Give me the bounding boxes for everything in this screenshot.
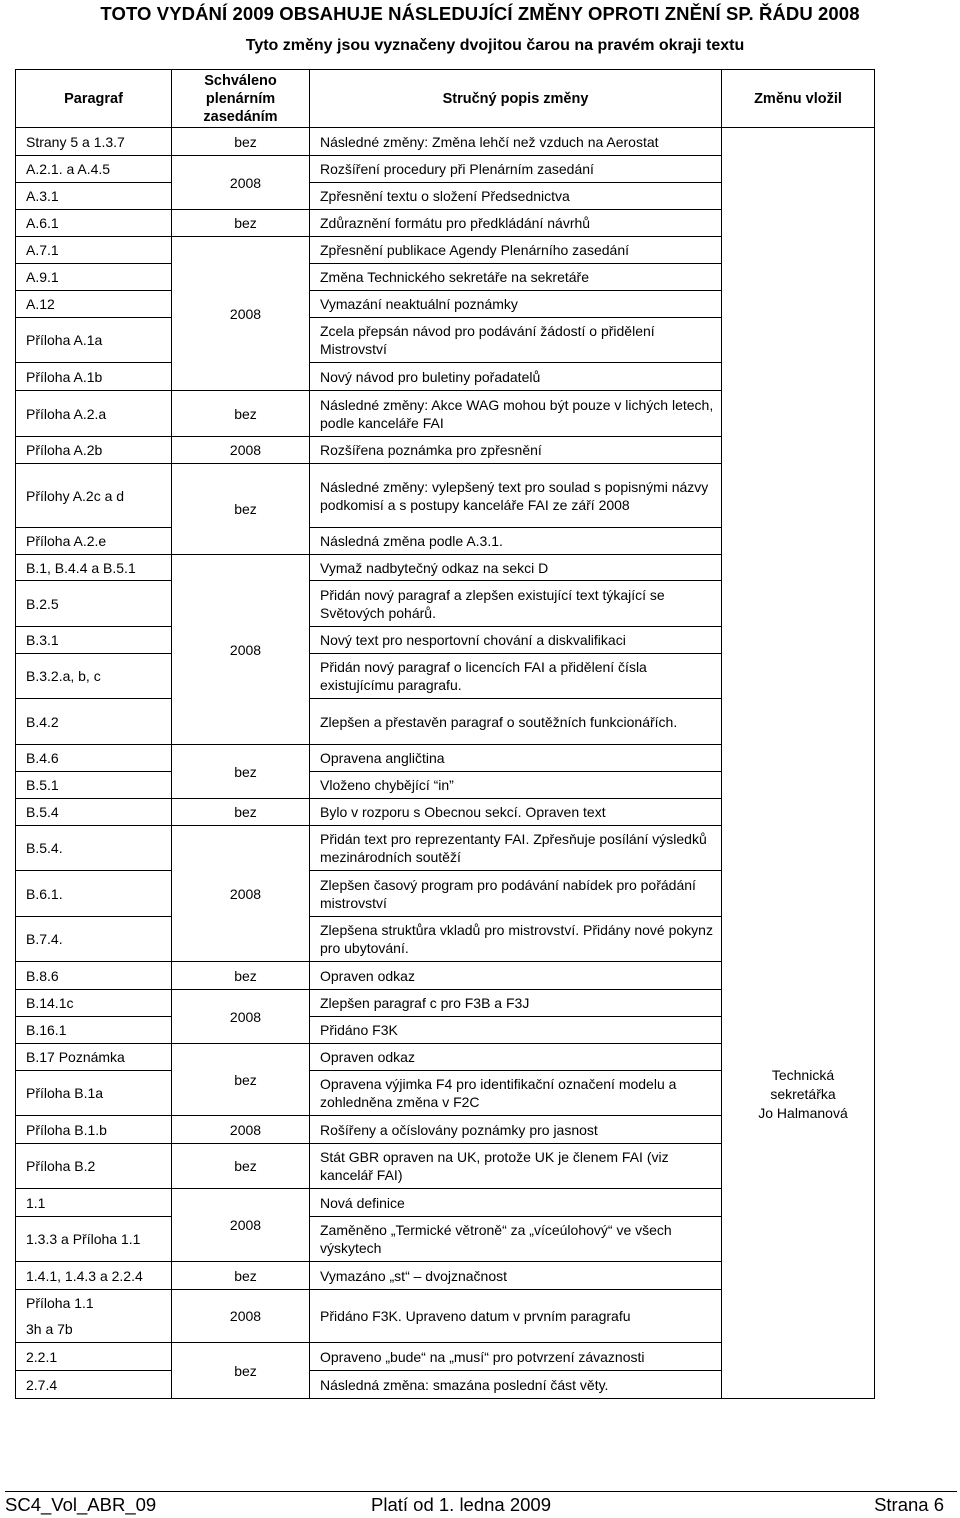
cell-schvaleno: 2008	[172, 826, 310, 962]
cell-popis: Následné změny: vylepšený text pro soulad s popisnými názvy podkomisí a s postupy kanceláře FAI ze září 2008	[310, 464, 722, 528]
cell-schvaleno: 2008	[172, 237, 310, 391]
cell-paragraf: B.2.5	[16, 581, 172, 627]
cell-popis: Vymaž nadbytečný odkaz na sekci D	[310, 555, 722, 581]
cell-popis: Zaměněno „Termické větroně“ za „víceúlohový“ ve všech výskytech	[310, 1217, 722, 1262]
cell-paragraf: Příloha B.2	[16, 1144, 172, 1189]
page-subtitle: Tyto změny jsou vyznačeny dvojitou čarou na pravém okraji textu	[245, 37, 745, 54]
cell-popis: Následné změny: Změna lehčí než vzduch na Aerostat	[310, 128, 722, 156]
cell-paragraf: Příloha A.1a	[16, 318, 172, 363]
cell-paragraf: B.17 Poznámka	[16, 1044, 172, 1071]
cell-paragraf: A.12	[16, 291, 172, 318]
cell-schvaleno: 2008	[172, 555, 310, 745]
cell-popis: Nová definice	[310, 1189, 722, 1217]
cell-paragraf: A.3.1	[16, 183, 172, 210]
cell-popis: Rozšíření procedury při Plenárním zasedání	[310, 156, 722, 183]
cell-popis: Opravena výjimka F4 pro identifikační označení modelu a zohledněna změna v F2C	[310, 1071, 722, 1116]
cell-popis: Přidáno F3K. Upraveno datum v prvním paragrafu	[310, 1290, 722, 1343]
cell-popis: Zpřesnění textu o složení Předsednictva	[310, 183, 722, 210]
cell-popis: Vymazání neaktuální poznámky	[310, 291, 722, 318]
cell-schvaleno: bez	[172, 962, 310, 990]
vlozil-line1: Technická	[771, 1067, 835, 1083]
cell-paragraf: Příloha B.1a	[16, 1071, 172, 1116]
cell-schvaleno: bez	[172, 464, 310, 555]
cell-paragraf: Příloha A.2.e	[16, 528, 172, 555]
cell-paragraf: B.14.1c	[16, 990, 172, 1017]
footer-document-id: SC4_Vol_ABR_09	[5, 1494, 157, 1515]
cell-paragraf: A.6.1	[16, 210, 172, 237]
cell-popis: Zlepšen paragraf c pro F3B a F3J	[310, 990, 722, 1017]
cell-popis: Vloženo chybějící “in”	[310, 772, 722, 799]
cell-schvaleno: bez	[172, 799, 310, 826]
cell-schvaleno: bez	[172, 1144, 310, 1189]
cell-schvaleno: bez	[172, 745, 310, 799]
cell-schvaleno: 2008	[172, 156, 310, 210]
cell-popis: Rošířeny a očíslovány poznámky pro jasnost	[310, 1116, 722, 1144]
cell-paragraf: Příloha A.2b	[16, 437, 172, 464]
cell-popis: Stát GBR opraven na UK, protože UK je členem FAI (viz kancelář FAI)	[310, 1144, 722, 1189]
cell-schvaleno: bez	[172, 210, 310, 237]
cell-schvaleno: 2008	[172, 437, 310, 464]
cell-schvaleno: bez	[172, 1262, 310, 1290]
cell-popis: Následná změna podle A.3.1.	[310, 528, 722, 555]
cell-paragraf-line1: Příloha 1.1	[26, 1295, 94, 1311]
cell-schvaleno: 2008	[172, 990, 310, 1044]
cell-paragraf: 2.7.4	[16, 1371, 172, 1399]
cell-schvaleno: bez	[172, 391, 310, 437]
cell-popis: Zpřesnění publikace Agendy Plenárního zasedání	[310, 237, 722, 264]
cell-popis: Nový text pro nesportovní chování a diskvalifikaci	[310, 627, 722, 654]
cell-paragraf: Příloha A.1b	[16, 363, 172, 391]
cell-popis: Opraveno „bude“ na „musí“ pro potvrzení závaznosti	[310, 1343, 722, 1371]
cell-paragraf: B.3.2.a, b, c	[16, 654, 172, 699]
cell-paragraf: B.3.1	[16, 627, 172, 654]
cell-popis: Přidáno F3K	[310, 1017, 722, 1044]
cell-paragraf: B.5.4.	[16, 826, 172, 871]
cell-schvaleno: bez	[172, 1343, 310, 1399]
vlozil-line2: sekretářka	[770, 1086, 836, 1102]
cell-paragraf: 1.4.1, 1.4.3 a 2.2.4	[16, 1262, 172, 1290]
column-header-vlozil: Změnu vložil	[722, 70, 875, 128]
cell-vlozil	[722, 128, 875, 1399]
footer-divider	[5, 1491, 957, 1492]
cell-popis: Následné změny: Akce WAG mohou být pouze v lichých letech, podle kanceláře FAI	[310, 391, 722, 437]
cell-popis: Bylo v rozporu s Obecnou sekcí. Opraven text	[310, 799, 722, 826]
cell-popis: Zlepšen a přestavěn paragraf o soutěžních funkcionářích.	[310, 699, 722, 745]
cell-popis: Přidán nový paragraf o licencích FAI a přidělení čísla existujícímu paragrafu.	[310, 654, 722, 699]
changes-table	[15, 69, 875, 1399]
cell-popis: Přidán text pro reprezentanty FAI. Zpřesňuje posílání výsledků mezinárodních soutěží	[310, 826, 722, 871]
column-header-schvaleno	[172, 70, 310, 128]
cell-popis: Nový návod pro buletiny pořadatelů	[310, 363, 722, 391]
table-header-row	[16, 70, 875, 128]
cell-paragraf: Příloha B.1.b	[16, 1116, 172, 1144]
column-header-schvaleno-line3: zasedáním	[203, 108, 278, 125]
vlozil-line3: Jo Halmanová	[758, 1105, 848, 1121]
cell-schvaleno: bez	[172, 128, 310, 156]
cell-paragraf: B.5.1	[16, 772, 172, 799]
cell-popis: Změna Technického sekretáře na sekretáře	[310, 264, 722, 291]
cell-paragraf: 1.3.3 a Příloha 1.1	[16, 1217, 172, 1262]
cell-popis: Zcela přepsán návod pro podávání žádostí o přidělení Mistrovství	[310, 318, 722, 363]
cell-paragraf: B.6.1.	[16, 871, 172, 917]
cell-popis: Opravena angličtina	[310, 745, 722, 772]
footer-validity: Platí od 1. ledna 2009	[371, 1494, 552, 1515]
cell-schvaleno: 2008	[172, 1116, 310, 1144]
cell-schvaleno: bez	[172, 1044, 310, 1116]
cell-popis: Opraven odkaz	[310, 962, 722, 990]
cell-schvaleno: 2008	[172, 1290, 310, 1343]
cell-paragraf: B.4.2	[16, 699, 172, 745]
cell-schvaleno: 2008	[172, 1189, 310, 1262]
cell-paragraf: B.5.4	[16, 799, 172, 826]
cell-popis: Vymazáno „st“ – dvojznačnost	[310, 1262, 722, 1290]
cell-popis: Zlepšen časový program pro podávání nabídek pro pořádání mistrovství	[310, 871, 722, 917]
cell-paragraf: Příloha A.2.a	[16, 391, 172, 437]
cell-paragraf: A.2.1. a A.4.5	[16, 156, 172, 183]
vlozil-text	[732, 1066, 874, 1123]
column-header-schvaleno-line1: Schváleno	[204, 72, 277, 89]
cell-paragraf: A.7.1	[16, 237, 172, 264]
column-header-popis: Stručný popis změny	[310, 70, 722, 128]
cell-paragraf	[16, 1290, 172, 1343]
cell-paragraf: B.16.1	[16, 1017, 172, 1044]
column-header-schvaleno-line2: plenárním	[205, 90, 276, 107]
page-title: TOTO VYDÁNÍ 2009 OBSAHUJE NÁSLEDUJÍCÍ ZMĚNY OPROTI ZNĚNÍ SP. ŘÁDU 2008	[100, 3, 860, 24]
cell-paragraf: Přílohy A.2c a d	[16, 464, 172, 528]
cell-paragraf-line2: 3h a 7b	[26, 1321, 73, 1337]
cell-popis: Následná změna: smazána poslední část věty.	[310, 1371, 722, 1399]
cell-popis: Opraven odkaz	[310, 1044, 722, 1071]
column-header-paragraf: Paragraf	[16, 70, 172, 128]
footer-page-number: Strana 6	[874, 1494, 944, 1515]
cell-popis: Přidán nový paragraf a zlepšen existující text týkající se Světových pohárů.	[310, 581, 722, 627]
cell-paragraf: B.1, B.4.4 a B.5.1	[16, 555, 172, 581]
cell-paragraf: 1.1	[16, 1189, 172, 1217]
cell-popis: Zdůraznění formátu pro předkládání návrhů	[310, 210, 722, 237]
cell-paragraf: B.8.6	[16, 962, 172, 990]
cell-paragraf: 2.2.1	[16, 1343, 172, 1371]
cell-paragraf: B.7.4.	[16, 917, 172, 962]
cell-paragraf: A.9.1	[16, 264, 172, 291]
cell-paragraf: B.4.6	[16, 745, 172, 772]
cell-paragraf: Strany 5 a 1.3.7	[16, 128, 172, 156]
cell-popis: Zlepšena struktůra vkladů pro mistrovství. Přidány nové pokynz pro ubytování.	[310, 917, 722, 962]
table-row	[16, 128, 875, 156]
cell-popis: Rozšířena poznámka pro zpřesnění	[310, 437, 722, 464]
